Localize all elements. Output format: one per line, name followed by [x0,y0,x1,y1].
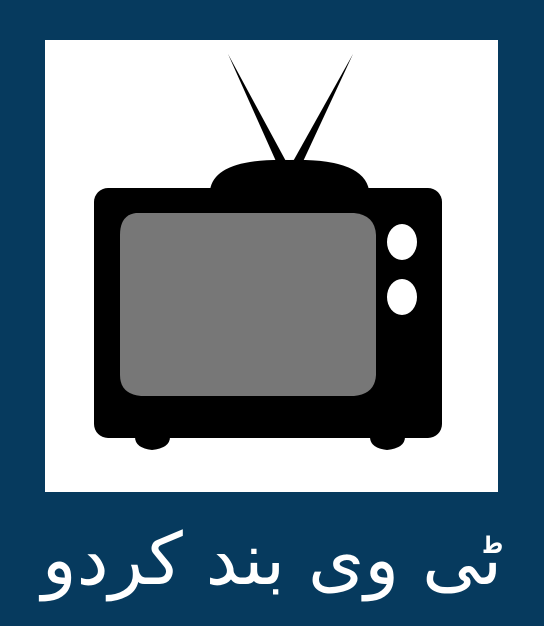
right-foot-icon [370,437,405,450]
illustration-panel [45,40,498,492]
tv-screen [120,213,376,396]
left-foot-icon [135,437,170,450]
television-icon [45,40,498,492]
turn-off-tv-caption: ٹی وی بند کردو [41,517,503,601]
right-antenna-icon [291,54,353,168]
lower-knob-icon [387,279,417,315]
antenna-base-icon [210,160,369,190]
left-antenna-icon [228,54,288,168]
upper-knob-icon [387,224,417,260]
